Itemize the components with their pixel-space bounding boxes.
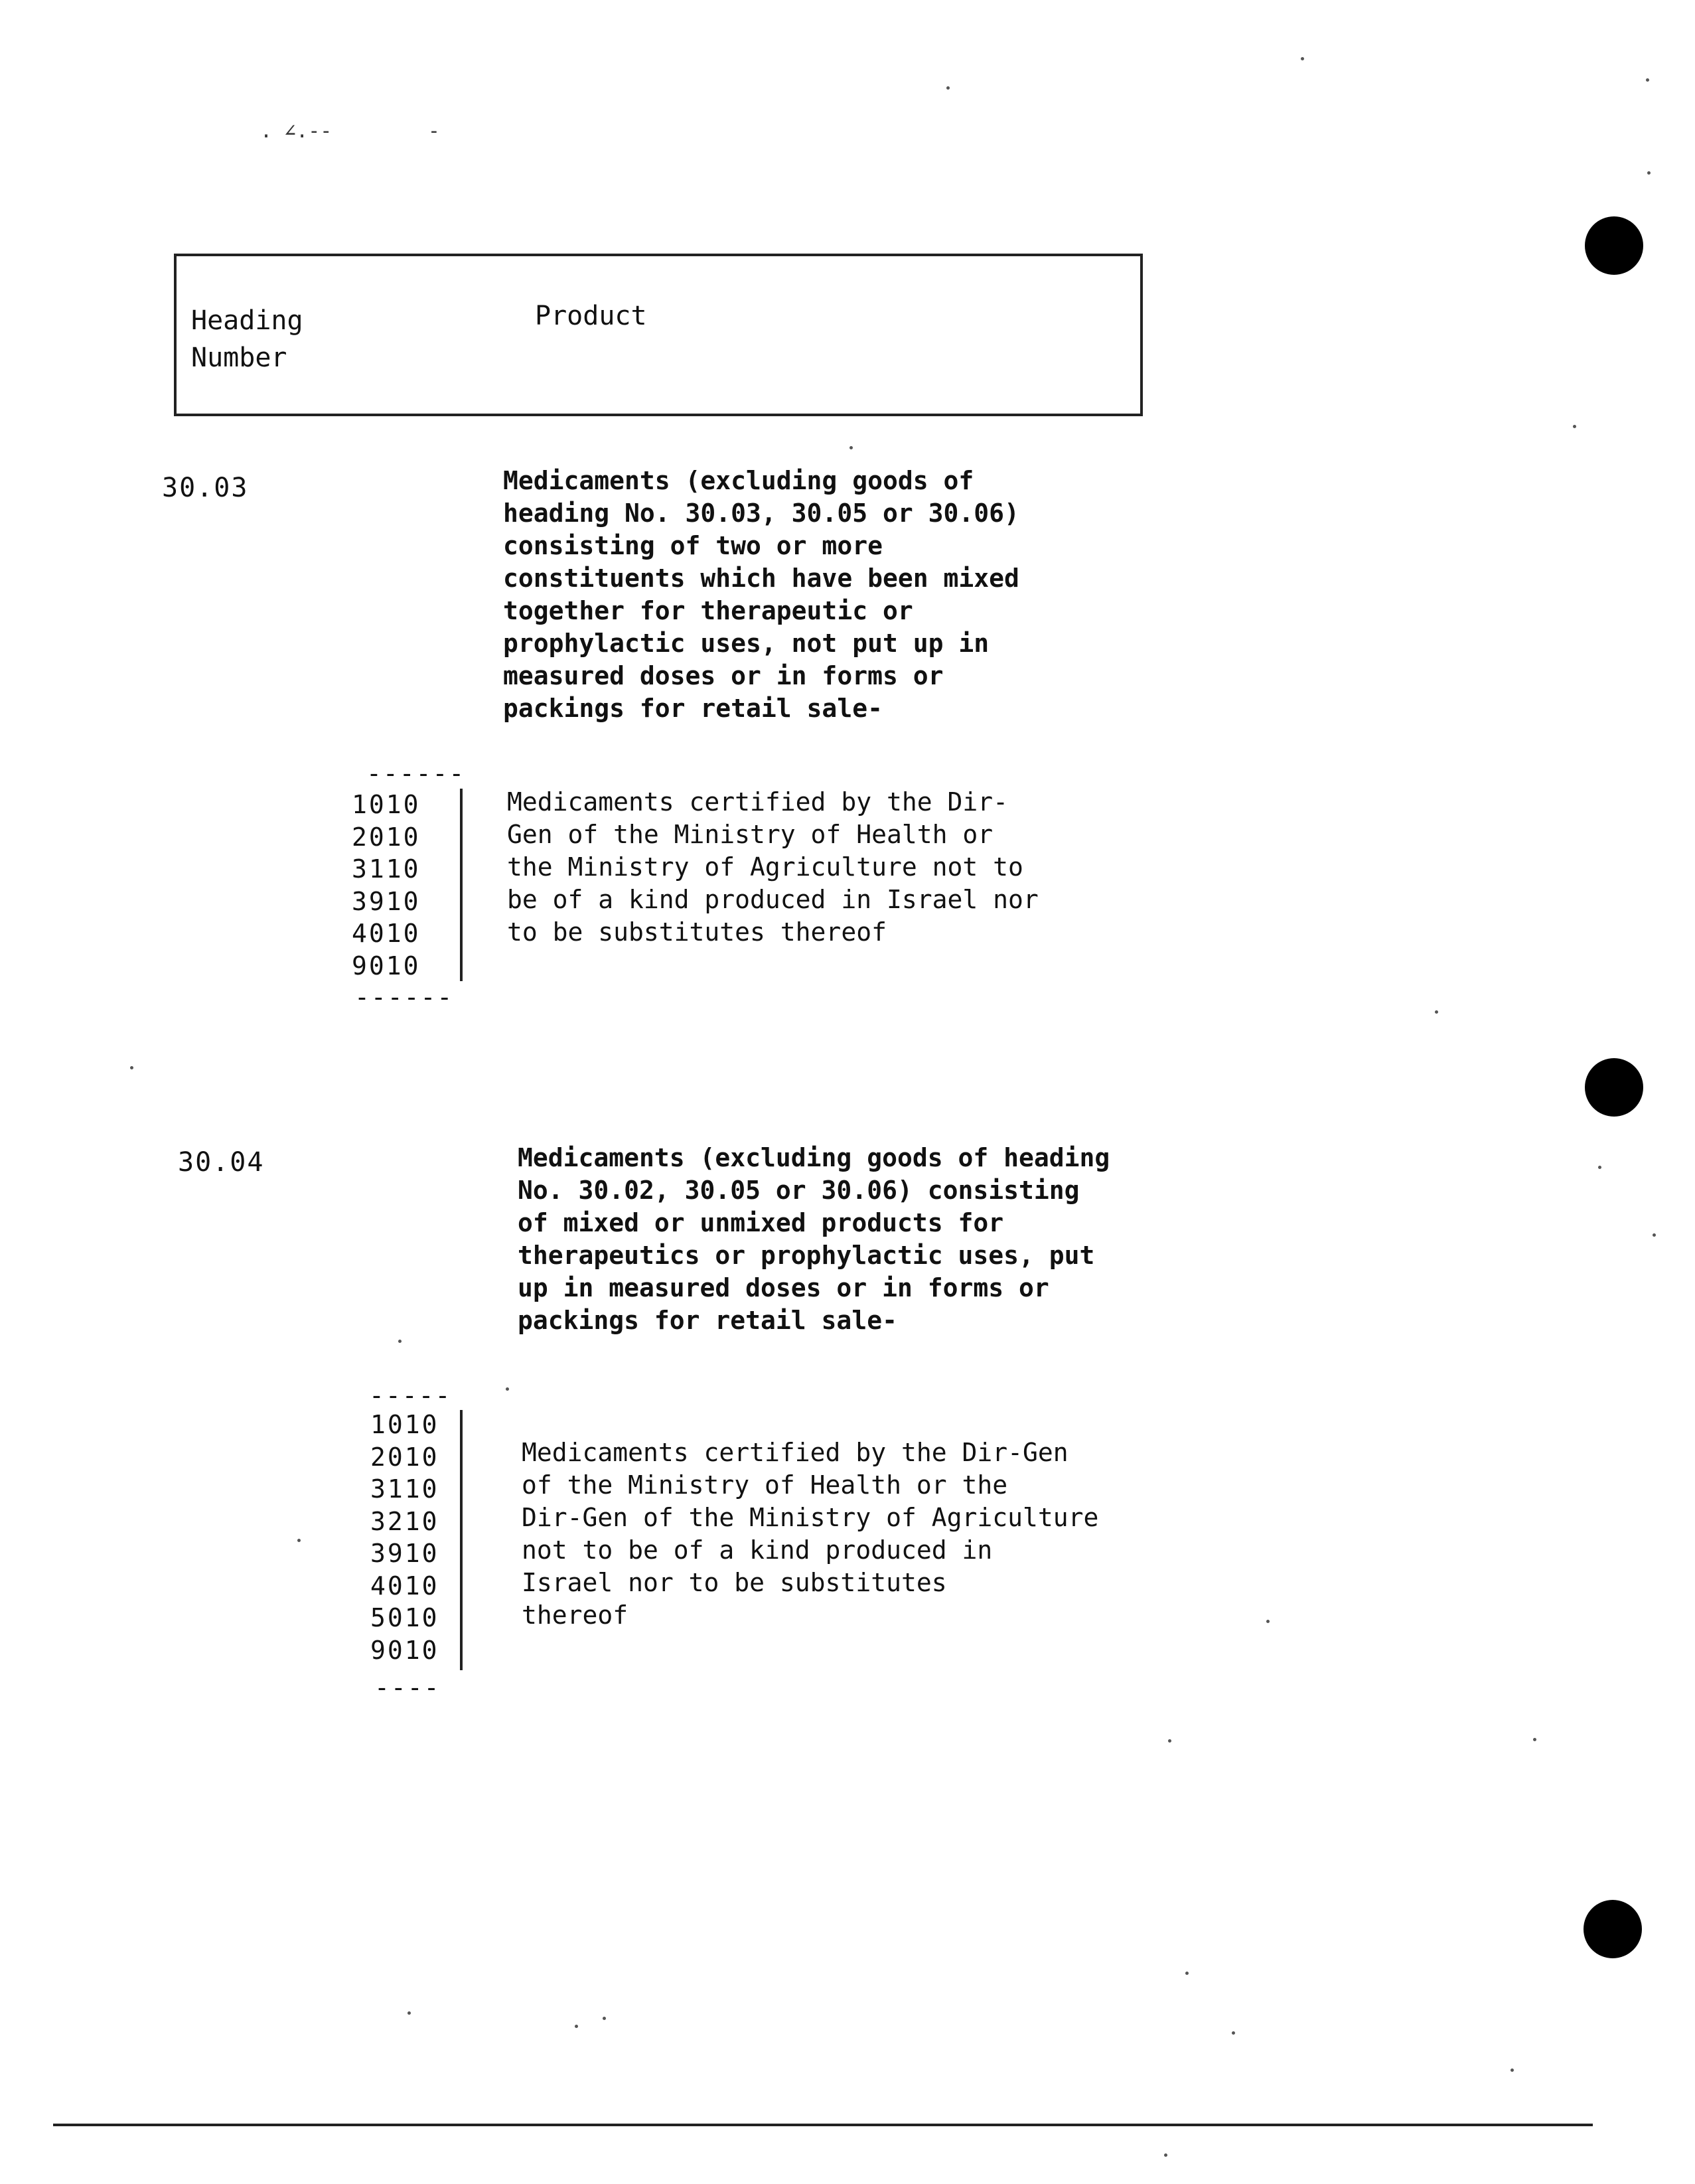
code-bracket-30-03 xyxy=(460,789,463,981)
code-item: 4010 xyxy=(352,919,421,948)
top-stray-marks: . ∠.-- - xyxy=(260,119,440,143)
code-item: 9010 xyxy=(370,1635,439,1665)
scan-speck xyxy=(1232,2031,1235,2035)
scan-speck xyxy=(297,1539,301,1542)
code-list-30-04 xyxy=(370,1409,439,1666)
heading-number-30-03: 30.03 xyxy=(162,473,249,503)
scan-speck xyxy=(407,2011,411,2015)
scan-speck xyxy=(1647,171,1651,175)
scan-speck xyxy=(603,2017,606,2020)
scan-speck xyxy=(506,1387,509,1391)
code-item: 3910 xyxy=(370,1539,439,1568)
code-item: 1010 xyxy=(370,1410,439,1439)
dash-bottom-30-04: ---- xyxy=(374,1673,441,1702)
scan-speck xyxy=(849,446,853,449)
scan-speck xyxy=(1164,2153,1167,2157)
code-item: 3910 xyxy=(352,886,421,916)
bottom-rule xyxy=(53,2124,1593,2126)
scan-speck xyxy=(1646,78,1649,82)
dash-bottom-30-03: ------ xyxy=(354,982,454,1012)
punch-hole-middle xyxy=(1585,1058,1643,1117)
code-item: 5010 xyxy=(370,1603,439,1632)
code-list-30-03 xyxy=(352,789,421,982)
dash-top-30-03: ------ xyxy=(366,759,466,788)
scan-speck xyxy=(1653,1233,1656,1237)
description-30-03: Medicaments (excluding goods of heading No. 30.03, 30.05 or 30.06) consisting of two or more constituents which have been mixed together for therapeutic or prophylactic uses, not put up in measured doses or in forms or packings for retail sale- xyxy=(503,466,1019,723)
scan-speck xyxy=(1511,2068,1514,2072)
product-column-header: Product xyxy=(535,301,647,331)
punch-hole-top xyxy=(1585,216,1643,275)
table-header-box xyxy=(174,254,1143,416)
code-item: 3110 xyxy=(352,854,421,884)
code-item: 1010 xyxy=(352,790,421,819)
scan-speck xyxy=(946,86,950,90)
scan-speck xyxy=(1301,57,1304,60)
scan-speck xyxy=(130,1066,133,1069)
scan-speck xyxy=(398,1340,402,1343)
scan-speck xyxy=(1266,1620,1270,1623)
description-30-04: Medicaments (excluding goods of heading No. 30.02, 30.05 or 30.06) consisting of mixed or unmixed products for therapeutics or prophylactic uses, put up in measured doses or in forms or packings for retail sale- xyxy=(518,1143,1110,1335)
code-bracket-30-04 xyxy=(460,1410,463,1670)
heading-number-column-header: Heading Number xyxy=(191,305,303,373)
code-item: 3210 xyxy=(370,1506,439,1536)
scan-speck xyxy=(1598,1166,1601,1169)
sub-description-30-03: Medicaments certified by the Dir- Gen of the Ministry of Health or the Ministry of Agriculture not to be of a kind produced in Israel nor to be substitutes thereof xyxy=(507,787,1039,947)
code-item: 2010 xyxy=(370,1442,439,1472)
scan-speck xyxy=(575,2025,578,2028)
scan-speck xyxy=(1185,1972,1189,1975)
punch-hole-bottom xyxy=(1584,1900,1642,1958)
sub-description-30-04: Medicaments certified by the Dir-Gen of the Ministry of Health or the Dir-Gen of the Ministry of Agriculture not to be of a kind produced in Israel nor to be substitutes thereof xyxy=(522,1438,1099,1630)
code-item: 4010 xyxy=(370,1571,439,1600)
heading-number-30-04: 30.04 xyxy=(178,1147,265,1178)
scan-speck xyxy=(1168,1739,1171,1743)
scan-speck xyxy=(1573,425,1576,428)
dash-top-30-04: ----- xyxy=(369,1381,452,1410)
scan-speck xyxy=(1435,1010,1438,1014)
code-item: 9010 xyxy=(352,951,421,980)
code-item: 3110 xyxy=(370,1474,439,1504)
code-item: 2010 xyxy=(352,822,421,852)
scan-speck xyxy=(1533,1738,1536,1741)
